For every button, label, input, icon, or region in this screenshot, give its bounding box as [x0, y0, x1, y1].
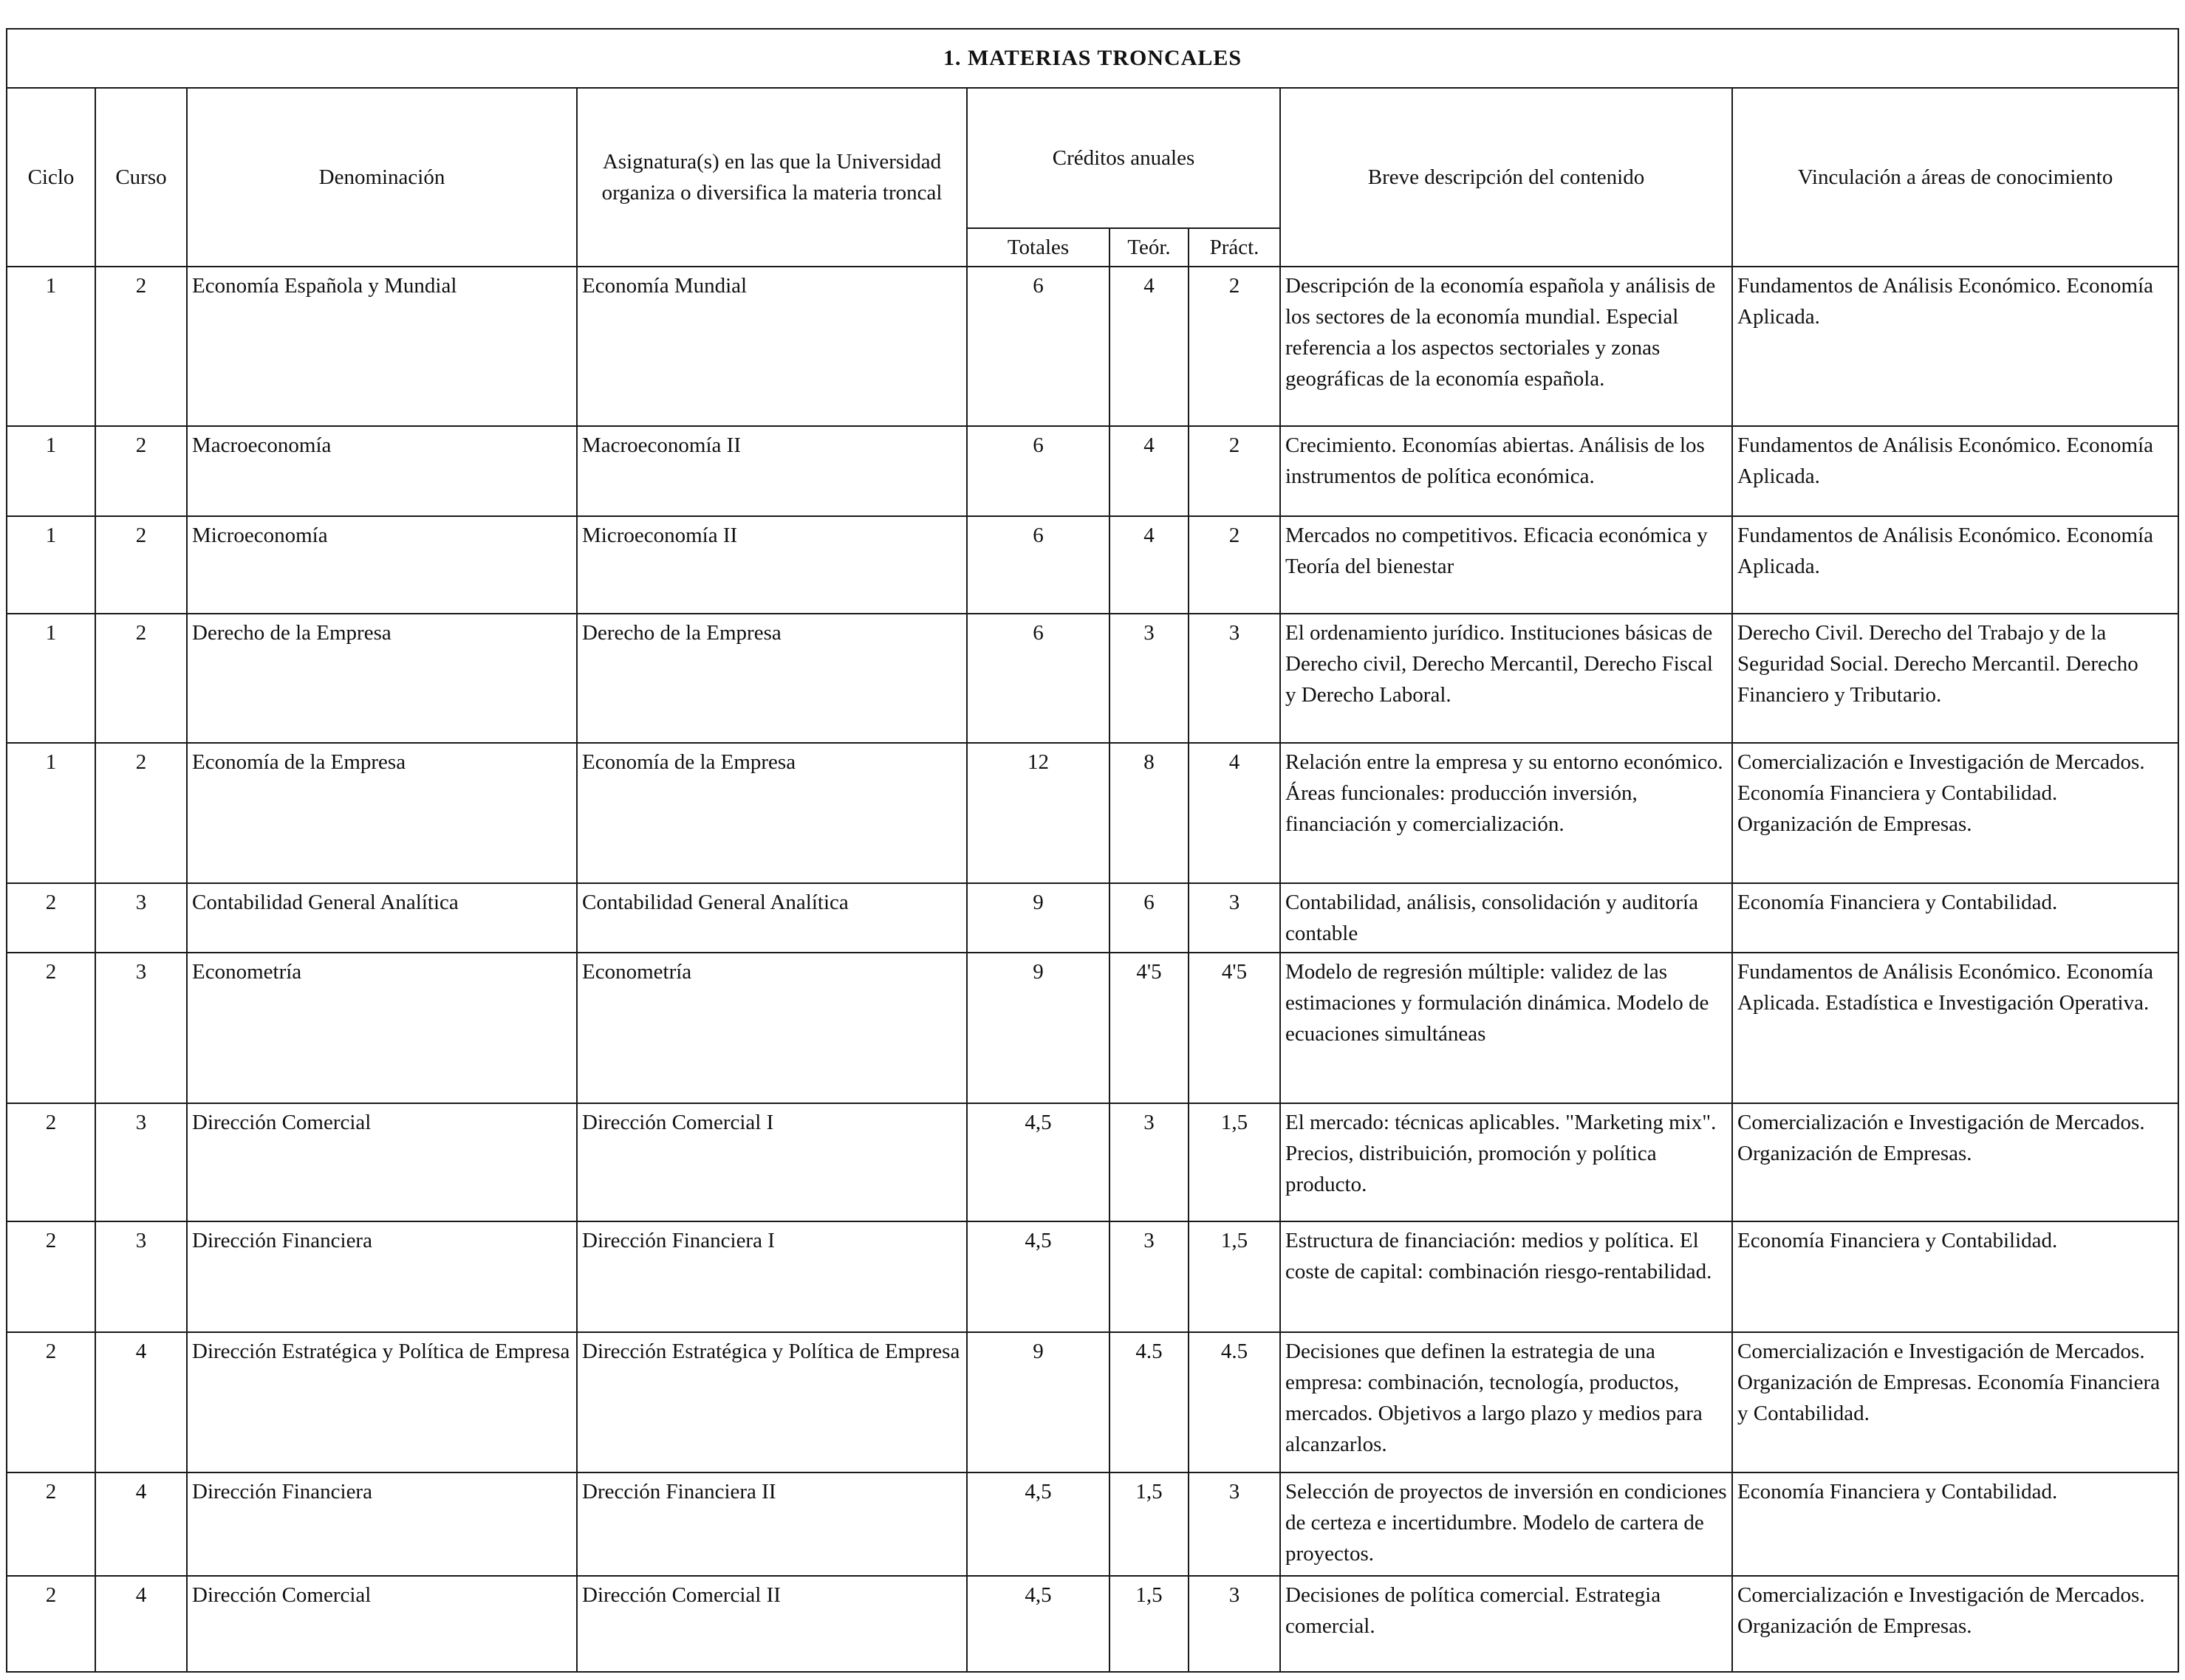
- cell-descripcion: Descripción de la economía española y análisis de los sectores de la economía mundial. Especial referencia a los aspectos sectoriales y zonas geográficas de la economía española.: [1280, 267, 1732, 426]
- cell-teor: 4: [1109, 516, 1189, 614]
- cell-asignatura: Econometría: [577, 953, 967, 1103]
- cell-pract: 2: [1189, 267, 1280, 426]
- cell-descripcion: Selección de proyectos de inversión en condiciones de certeza e incertidumbre. Modelo de cartera de proyectos.: [1280, 1472, 1732, 1576]
- cell-totales: 9: [967, 953, 1109, 1103]
- cell-pract: 3: [1189, 1472, 1280, 1576]
- cell-ciclo: 2: [7, 1332, 95, 1472]
- cell-descripcion: El ordenamiento jurídico. Instituciones básicas de Derecho civil, Derecho Mercantil, Derecho Fiscal y Derecho Laboral.: [1280, 614, 1732, 743]
- cell-pract: 4'5: [1189, 953, 1280, 1103]
- table-row: [7, 1472, 2178, 1576]
- cell-teor: 3: [1109, 1103, 1189, 1221]
- cell-pract: 1,5: [1189, 1221, 1280, 1332]
- cell-ciclo: 1: [7, 426, 95, 516]
- cell-vinculacion: Economía Financiera y Contabilidad.: [1732, 1472, 2178, 1576]
- cell-vinculacion: Fundamentos de Análisis Económico. Economía Aplicada.: [1732, 516, 2178, 614]
- cell-totales: 9: [967, 883, 1109, 953]
- table-row: [7, 1332, 2178, 1472]
- cell-curso: 3: [95, 953, 187, 1103]
- cell-totales: 4,5: [967, 1221, 1109, 1332]
- cell-vinculacion: Comercialización e Investigación de Mercados. Organización de Empresas.: [1732, 1103, 2178, 1221]
- cell-curso: 3: [95, 1221, 187, 1332]
- cell-totales: 4,5: [967, 1103, 1109, 1221]
- cell-curso: 3: [95, 1103, 187, 1221]
- cell-ciclo: 1: [7, 516, 95, 614]
- cell-pract: 2: [1189, 426, 1280, 516]
- table-row: [7, 1103, 2178, 1221]
- cell-asignatura: Dirección Comercial II: [577, 1576, 967, 1672]
- cell-denominacion: Dirección Financiera: [187, 1472, 577, 1576]
- cell-totales: 6: [967, 516, 1109, 614]
- cell-descripcion: Modelo de regresión múltiple: validez de las estimaciones y formulación dinámica. Modelo de ecuaciones simultáneas: [1280, 953, 1732, 1103]
- cell-vinculacion: Economía Financiera y Contabilidad.: [1732, 1221, 2178, 1332]
- cell-vinculacion: Comercialización e Investigación de Mercados. Organización de Empresas. Economía Financiera y Contabilidad.: [1732, 1332, 2178, 1472]
- cell-pract: 2: [1189, 516, 1280, 614]
- cell-curso: 4: [95, 1332, 187, 1472]
- cell-ciclo: 2: [7, 1576, 95, 1672]
- cell-asignatura: Economía Mundial: [577, 267, 967, 426]
- cell-vinculacion: Fundamentos de Análisis Económico. Economía Aplicada. Estadística e Investigación Operativa.: [1732, 953, 2178, 1103]
- cell-vinculacion: Comercialización e Investigación de Mercados. Economía Financiera y Contabilidad. Organización de Empresas.: [1732, 743, 2178, 883]
- cell-ciclo: 2: [7, 883, 95, 953]
- cell-vinculacion: Comercialización e Investigación de Mercados. Organización de Empresas.: [1732, 1576, 2178, 1672]
- cell-vinculacion: Derecho Civil. Derecho del Trabajo y de la Seguridad Social. Derecho Mercantil. Derecho Financiero y Tributario.: [1732, 614, 2178, 743]
- cell-teor: 6: [1109, 883, 1189, 953]
- cell-descripcion: Decisiones que definen la estrategia de una empresa: combinación, tecnología, productos, mercados. Objetivos a largo plazo y medios para alcanzarlos.: [1280, 1332, 1732, 1472]
- cell-denominacion: Microeconomía: [187, 516, 577, 614]
- cell-teor: 3: [1109, 1221, 1189, 1332]
- header-curso: Curso: [95, 88, 187, 267]
- header-totales: Totales: [967, 228, 1109, 267]
- cell-teor: 4: [1109, 267, 1189, 426]
- cell-ciclo: 2: [7, 1472, 95, 1576]
- cell-teor: 1,5: [1109, 1576, 1189, 1672]
- cell-vinculacion: Fundamentos de Análisis Económico. Economía Aplicada.: [1732, 267, 2178, 426]
- table-row: [7, 1221, 2178, 1332]
- cell-pract: 4.5: [1189, 1332, 1280, 1472]
- cell-teor: 4: [1109, 426, 1189, 516]
- cell-descripcion: Crecimiento. Economías abiertas. Análisis de los instrumentos de política económica.: [1280, 426, 1732, 516]
- cell-curso: 2: [95, 743, 187, 883]
- cell-asignatura: Dirección Comercial I: [577, 1103, 967, 1221]
- cell-denominacion: Dirección Financiera: [187, 1221, 577, 1332]
- cell-vinculacion: Fundamentos de Análisis Económico. Economía Aplicada.: [1732, 426, 2178, 516]
- header-vinculacion: Vinculación a áreas de conocimiento: [1732, 88, 2178, 267]
- cell-asignatura: Dirección Estratégica y Política de Empresa: [577, 1332, 967, 1472]
- header-creditos-anuales: Créditos anuales: [967, 88, 1280, 228]
- cell-totales: 12: [967, 743, 1109, 883]
- cell-denominacion: Economía Española y Mundial: [187, 267, 577, 426]
- cell-denominacion: Economía de la Empresa: [187, 743, 577, 883]
- table-row: [7, 883, 2178, 953]
- cell-asignatura: Economía de la Empresa: [577, 743, 967, 883]
- table-row: [7, 614, 2178, 743]
- document-page: [6, 28, 2178, 1673]
- cell-teor: 1,5: [1109, 1472, 1189, 1576]
- cell-ciclo: 1: [7, 743, 95, 883]
- cell-descripcion: Mercados no competitivos. Eficacia económica y Teoría del bienestar: [1280, 516, 1732, 614]
- cell-denominacion: Econometría: [187, 953, 577, 1103]
- cell-totales: 9: [967, 1332, 1109, 1472]
- cell-pract: 3: [1189, 1576, 1280, 1672]
- cell-denominacion: Dirección Comercial: [187, 1576, 577, 1672]
- cell-asignatura: Dirección Financiera I: [577, 1221, 967, 1332]
- table-row: [7, 1576, 2178, 1672]
- table-row: [7, 516, 2178, 614]
- cell-descripcion: Relación entre la empresa y su entorno económico. Áreas funcionales: producción inversión, financiación y comercialización.: [1280, 743, 1732, 883]
- table-row: [7, 953, 2178, 1103]
- cell-ciclo: 1: [7, 267, 95, 426]
- cell-curso: 2: [95, 267, 187, 426]
- cell-ciclo: 2: [7, 953, 95, 1103]
- cell-ciclo: 2: [7, 1103, 95, 1221]
- cell-denominacion: Dirección Comercial: [187, 1103, 577, 1221]
- header-ciclo: Ciclo: [7, 88, 95, 267]
- cell-curso: 4: [95, 1576, 187, 1672]
- cell-curso: 2: [95, 516, 187, 614]
- cell-asignatura: Microeconomía II: [577, 516, 967, 614]
- cell-asignatura: Derecho de la Empresa: [577, 614, 967, 743]
- table-row: [7, 743, 2178, 883]
- cell-pract: 3: [1189, 614, 1280, 743]
- cell-teor: 4'5: [1109, 953, 1189, 1103]
- cell-descripcion: Contabilidad, análisis, consolidación y auditoría contable: [1280, 883, 1732, 953]
- cell-curso: 4: [95, 1472, 187, 1576]
- cell-pract: 4: [1189, 743, 1280, 883]
- cell-teor: 8: [1109, 743, 1189, 883]
- cell-descripcion: Estructura de financiación: medios y política. El coste de capital: combinación riesgo-rentabilidad.: [1280, 1221, 1732, 1332]
- cell-curso: 2: [95, 426, 187, 516]
- cell-totales: 4,5: [967, 1472, 1109, 1576]
- header-denominacion: Denominación: [187, 88, 577, 267]
- cell-teor: 3: [1109, 614, 1189, 743]
- cell-totales: 4,5: [967, 1576, 1109, 1672]
- cell-vinculacion: Economía Financiera y Contabilidad.: [1732, 883, 2178, 953]
- table-row: [7, 267, 2178, 426]
- cell-totales: 6: [967, 267, 1109, 426]
- header-pract: Práct.: [1189, 228, 1280, 267]
- header-descripcion: Breve descripción del contenido: [1280, 88, 1732, 267]
- cell-teor: 4.5: [1109, 1332, 1189, 1472]
- cell-pract: 3: [1189, 883, 1280, 953]
- cell-pract: 1,5: [1189, 1103, 1280, 1221]
- cell-descripcion: El mercado: técnicas aplicables. "Marketing mix". Precios, distribuición, promoción y política producto.: [1280, 1103, 1732, 1221]
- cell-totales: 6: [967, 614, 1109, 743]
- cell-asignatura: Drección Financiera II: [577, 1472, 967, 1576]
- materias-troncales-table: [6, 28, 2179, 1673]
- cell-asignatura: Contabilidad General Analítica: [577, 883, 967, 953]
- header-asignatura: Asignatura(s) en las que la Universidad organiza o diversifica la materia troncal: [577, 88, 967, 267]
- cell-ciclo: 1: [7, 614, 95, 743]
- cell-descripcion: Decisiones de política comercial. Estrategia comercial.: [1280, 1576, 1732, 1672]
- cell-denominacion: Macroeconomía: [187, 426, 577, 516]
- cell-curso: 2: [95, 614, 187, 743]
- cell-denominacion: Contabilidad General Analítica: [187, 883, 577, 953]
- cell-totales: 6: [967, 426, 1109, 516]
- cell-asignatura: Macroeconomía II: [577, 426, 967, 516]
- cell-denominacion: Derecho de la Empresa: [187, 614, 577, 743]
- cell-ciclo: 2: [7, 1221, 95, 1332]
- table-row: [7, 426, 2178, 516]
- cell-curso: 3: [95, 883, 187, 953]
- header-teor: Teór.: [1109, 228, 1189, 267]
- table-title: 1. MATERIAS TRONCALES: [7, 29, 2178, 88]
- cell-denominacion: Dirección Estratégica y Política de Empresa: [187, 1332, 577, 1472]
